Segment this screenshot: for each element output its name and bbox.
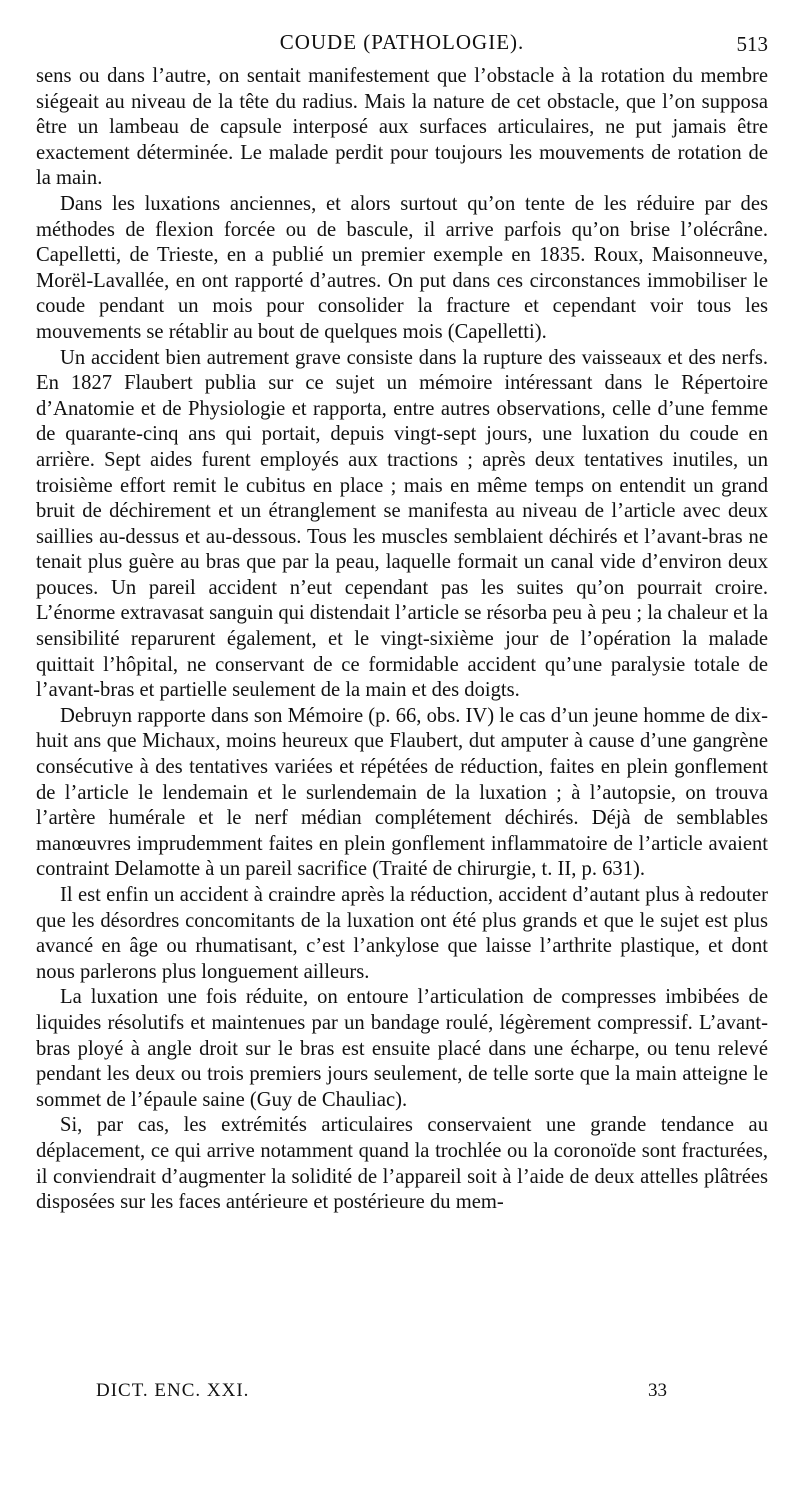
paragraph: Il est enfin un accident à craindre après la réduction, accident d’autant plus à redouter que les désordres concomitants de la luxation ont été plus grands et que le sujet est plus avancé en âge ou rhumatisant, c’est l’ankylose que laisse l’arthrite plastique, et dont nous parlerons plus longuement ailleurs.	[36, 884, 768, 983]
sheet-number: 33	[648, 1380, 667, 1401]
paragraph: La luxation une fois réduite, on entoure l’articulation de compresses imbibées de liquides résolutifs et maintenues par un bandage roulé, légèrement compressif. L’avant-bras ployé à angle droit sur le bras est ensuite placé dans une écharpe, ou tenu relevé pendant les deux ou trois premiers jours seulement, de telle sorte que la main atteigne le sommet de l’épaule saine (Guy de Chauliac).	[36, 986, 768, 1111]
paragraph: sens ou dans l’autre, on sentait manifestement que l’obstacle à la rotation du membre siégeait au niveau de la tête du radius. Mais la nature de cet obstacle, que l’on supposa être un lambeau de capsule interposé aux surfaces articulaires, ne put jamais être exactement déterminée. Le malade perdit pour toujours les mouvements de rotation de la main.	[36, 65, 768, 190]
paragraph: Un accident bien autrement grave consiste dans la rupture des vaisseaux et des nerfs. En 1827 Flaubert publia sur ce sujet un mémoire intéressant dans le Répertoire d’Anatomie et de Physiologie et rapporta, entre autres observations, celle d’une femme de quarante-cinq ans qui portait, depuis vingt-sept jours, une luxation du coude en arrière. Sept aides furent employés aux tractions ; après deux tentatives inutiles, un troisième effort remit le cubitus en place ; mais en même temps on entendit un grand bruit de déchirement et un étranglement se manifesta au niveau de l’article avec deux saillies au-dessus et au-dessous. Tous les muscles semblaient déchirés et l’avant-bras ne tenait plus guère au bras que par la peau, laquelle formait un canal vide d’environ deux pouces. Un pareil accident n’eut cependant pas les suites qu’on pourrait croire. L’énorme extravasat sanguin qui distendait l’article se résorba peu à peu ; la chaleur et la sensibilité reparurent également, et le vingt-sixième jour de l’opération la malade quittait l’hôpital, ne conservant de ce formidable accident qu’une paralysie totale de l’avant-bras et partielle seulement de la main et des doigts.	[36, 346, 768, 702]
page-header	[36, 30, 768, 60]
paragraph: Debruyn rapporte dans son Mémoire (p. 66, obs. IV) le cas d’un jeune homme de dix-huit ans que Michaux, moins heureux que Flaubert, dut amputer à cause d’une gangrène consécutive à des tentatives variées et répétées de réduction, faites en plein gonflement de l’article le lendemain et le surlendemain de la luxation ; à l’autopsie, on trouva l’artère humérale et le nerf médian complétement déchirés. Déjà de semblables manœuvres imprudemment faites en plein gonflement inflammatoire de l’article avaient contraint Delamotte à un pareil sacrifice (Traité de chirurgie, t. II, p. 631).	[36, 704, 769, 881]
running-title: COUDE (PATHOLOGIE).	[279, 30, 525, 54]
body-text	[36, 64, 768, 1216]
signature-mark: DICT. ENC. XXI.	[96, 1380, 250, 1401]
paragraph: Si, par cas, les extrémités articulaires conservaient une grande tendance au déplacement, ce qui arrive notamment quand la trochlée ou la coronoïde sont fracturées, il conviendrait d’augmenter la solidité de l’appareil soit à l’aide de deux attelles plâtrées disposées sur les faces antérieure et postérieure du mem-	[36, 1114, 768, 1214]
page-number: 513	[736, 32, 768, 56]
page-footer	[36, 1380, 768, 1410]
paragraph: Dans les luxations anciennes, et alors surtout qu’on tente de les réduire par des méthodes de flexion forcée ou de bascule, il arrive parfois qu’on brise l’olécrâne. Capelletti, de Trieste, en a publié un premier exemple en 1835. Roux, Maisonneuve, Morël-Lavallée, en ont rapporté d’autres. On put dans ces circonstances immobiliser le coude pendant un mois pour consolider la fracture et cependant voir tous les mouvements se rétablir au bout de quelques mois (Capelletti).	[36, 192, 768, 343]
